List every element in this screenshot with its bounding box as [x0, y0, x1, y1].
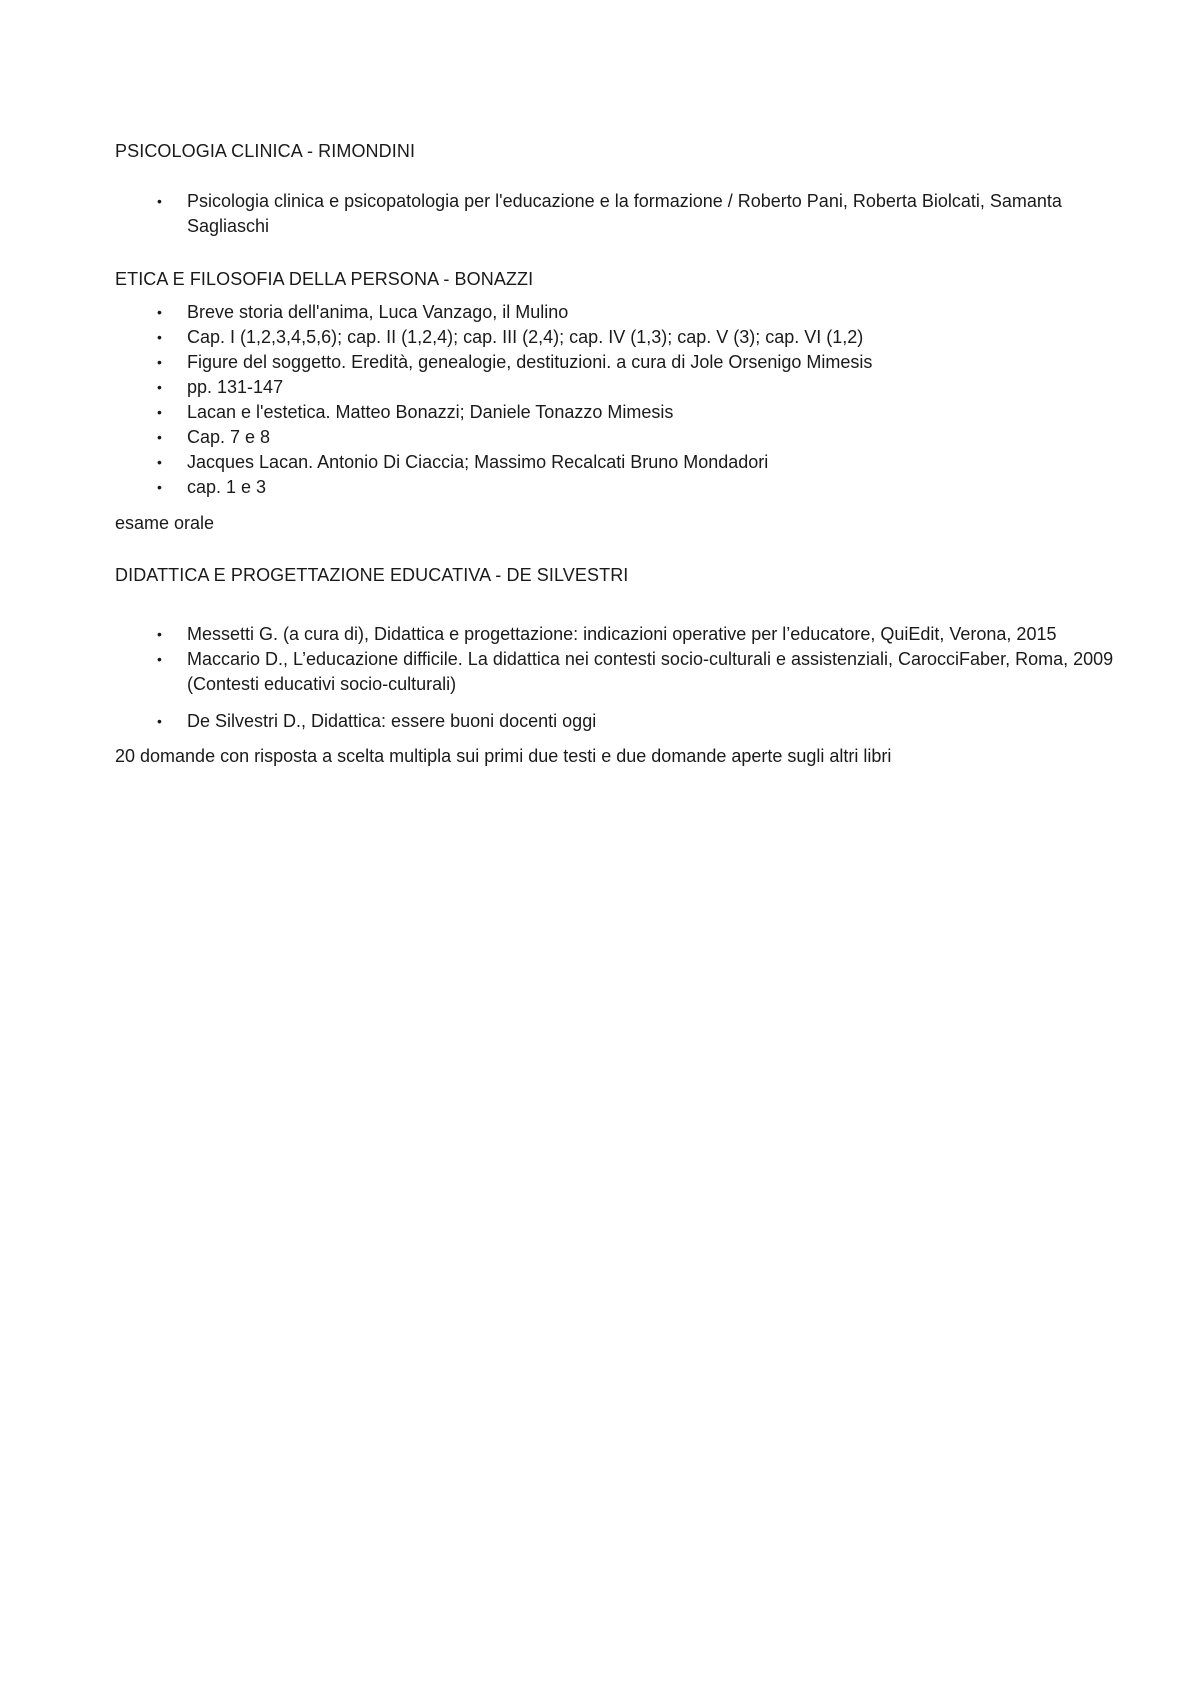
section-title-psicologia-clinica: PSICOLOGIA CLINICA - RIMONDINI: [115, 141, 416, 161]
exam-note-etica-filosofia: esame orale: [115, 513, 215, 533]
bullet-icon: •: [157, 454, 162, 470]
bullet-icon: •: [157, 651, 162, 667]
list-item: • Cap. 7 e 8: [115, 425, 1115, 450]
list-item: • Lacan e l'estetica. Matteo Bonazzi; Daniele Tonazzo Mimesis: [115, 400, 1115, 425]
bullet-icon: •: [157, 329, 162, 345]
bullet-icon: •: [157, 713, 162, 729]
document-content: [115, 139, 1115, 769]
list-item: • Breve storia dell'anima, Luca Vanzago, il Mulino: [115, 300, 1115, 325]
section-title-didattica: DIDATTICA E PROGETTAZIONE EDUCATIVA - DE SILVESTRI: [115, 565, 629, 585]
bullet-icon: •: [157, 626, 162, 642]
reading-list-psicologia-clinica: [115, 189, 1115, 239]
list-item: • Maccario D., L’educazione difficile. La didattica nei contesti socio-culturali e assistenziali, CarocciFaber, Roma, 2009 (Contesti educativi socio-culturali): [157, 649, 1114, 694]
list-item: • Psicologia clinica e psicopatologia per l'educazione e la formazione / Roberto Pani, Roberta Biolcati, Samanta Sagliaschi: [157, 191, 1062, 236]
list-item: • Jacques Lacan. Antonio Di Ciaccia; Massimo Recalcati Bruno Mondadori: [115, 450, 1115, 475]
bullet-icon: •: [157, 479, 162, 495]
section-title-etica-filosofia: ETICA E FILOSOFIA DELLA PERSONA - BONAZZI: [115, 269, 534, 289]
bullet-icon: •: [157, 354, 162, 370]
bullet-icon: •: [157, 404, 162, 420]
list-item: • Cap. I (1,2,3,4,5,6); cap. II (1,2,4); cap. III (2,4); cap. IV (1,3); cap. V (3); cap. VI (1,2): [115, 325, 1115, 350]
exam-note-didattica: 20 domande con risposta a scelta multipla sui primi due testi e due domande aperte sugli altri libri: [115, 746, 892, 766]
bullet-icon: •: [157, 304, 162, 320]
list-item: • Figure del soggetto. Eredità, genealogie, destituzioni. a cura di Jole Orsenigo Mimesis: [115, 350, 1115, 375]
list-item: • Messetti G. (a cura di), Didattica e progettazione: indicazioni operative per l’educatore, QuiEdit, Verona, 2015: [115, 622, 1115, 647]
bullet-icon: •: [157, 193, 162, 209]
list-item: • De Silvestri D., Didattica: essere buoni docenti oggi: [115, 709, 1115, 734]
reading-list-didattica: [115, 622, 1115, 734]
bullet-icon: •: [157, 429, 162, 445]
list-item: • cap. 1 e 3: [115, 475, 1115, 500]
reading-list-etica-filosofia: [115, 300, 1115, 500]
list-item: • pp. 131-147: [115, 375, 1115, 400]
bullet-icon: •: [157, 379, 162, 395]
